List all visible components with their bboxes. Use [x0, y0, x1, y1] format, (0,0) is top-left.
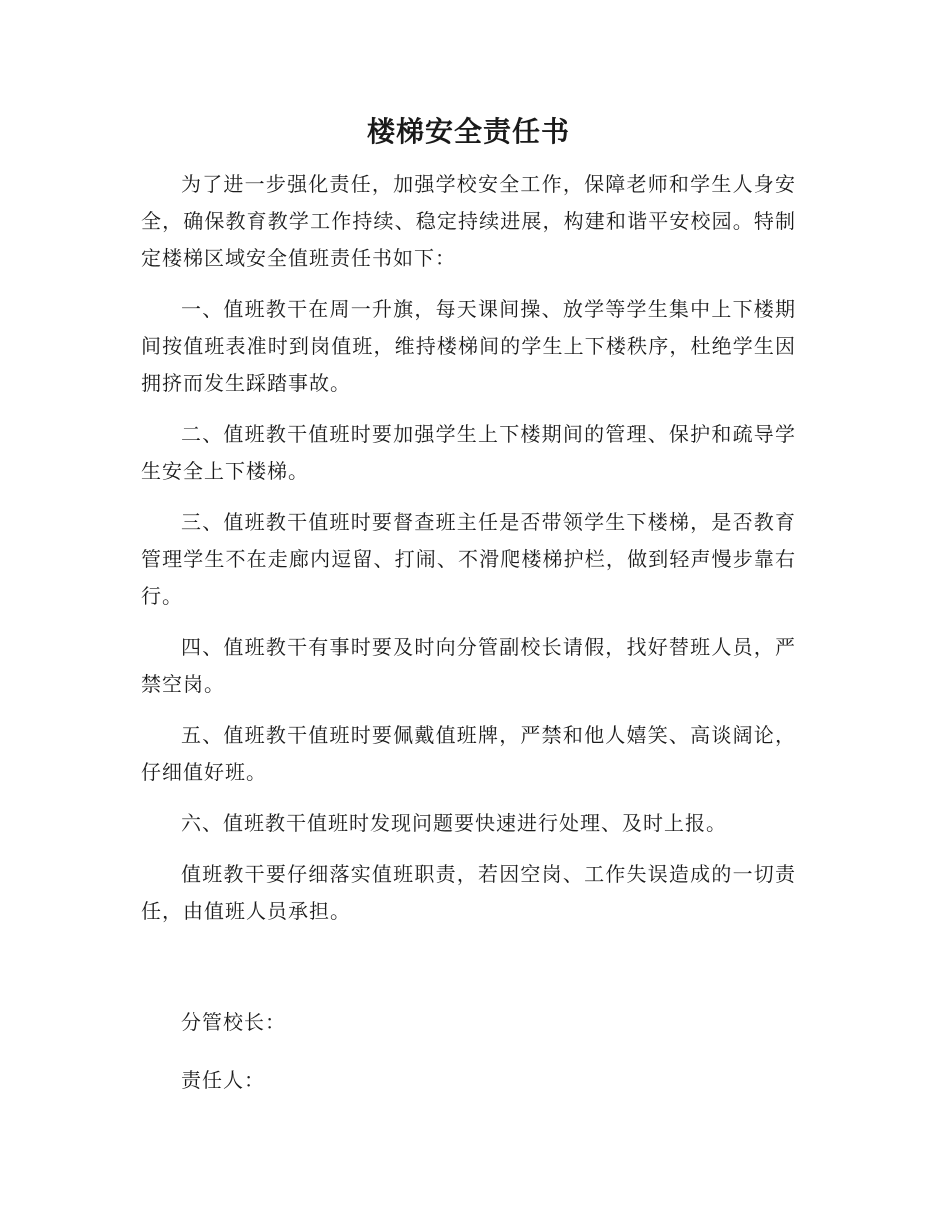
paragraph-item-2: 二、值班教干值班时要加强学生上下楼期间的管理、保护和疏导学生安全上下楼梯。 [141, 422, 796, 483]
paragraph-item-3: 三、值班教干值班时要督查班主任是否带领学生下楼梯，是否教育管理学生不在走廊内逗留、打闹、不滑爬楼梯护栏，做到轻声慢步靠右行。 [141, 510, 796, 608]
paragraph-item-6: 六、值班教干值班时发现问题要快速进行处理、及时上报。 [181, 811, 727, 835]
paragraph-item-4: 四、值班教干有事时要及时向分管副校长请假，找好替班人员，严禁空岗。 [141, 635, 796, 696]
responsible-signature-label: 责任人： [181, 1068, 265, 1092]
paragraph-item-5: 五、值班教干值班时要佩戴值班牌，严禁和他人嬉笑、高谈阔论，仔细值好班。 [141, 723, 796, 784]
paragraph-item-1: 一、值班教干在周一升旗，每天课间操、放学等学生集中上下楼期间按值班表准时到岗值班，维持楼梯间的学生上下楼秩序，杜绝学生因拥挤而发生踩踏事故。 [141, 297, 796, 395]
paragraph-conclusion: 值班教干要仔细落实值班职责，若因空岗、工作失误造成的一切责任，由值班人员承担。 [141, 862, 796, 923]
paragraph-intro: 为了进一步强化责任，加强学校安全工作，保障老师和学生人身安全，确保教育教学工作持续、稳定持续进展，构建和谐平安校园。特制定楼梯区域安全值班责任书如下： [141, 172, 796, 270]
signature-spacer [141, 944, 796, 1004]
document-title: 楼梯安全责任书 [366, 115, 570, 148]
principal-signature-label: 分管校长： [181, 1010, 286, 1034]
document-page [141, 112, 796, 1120]
